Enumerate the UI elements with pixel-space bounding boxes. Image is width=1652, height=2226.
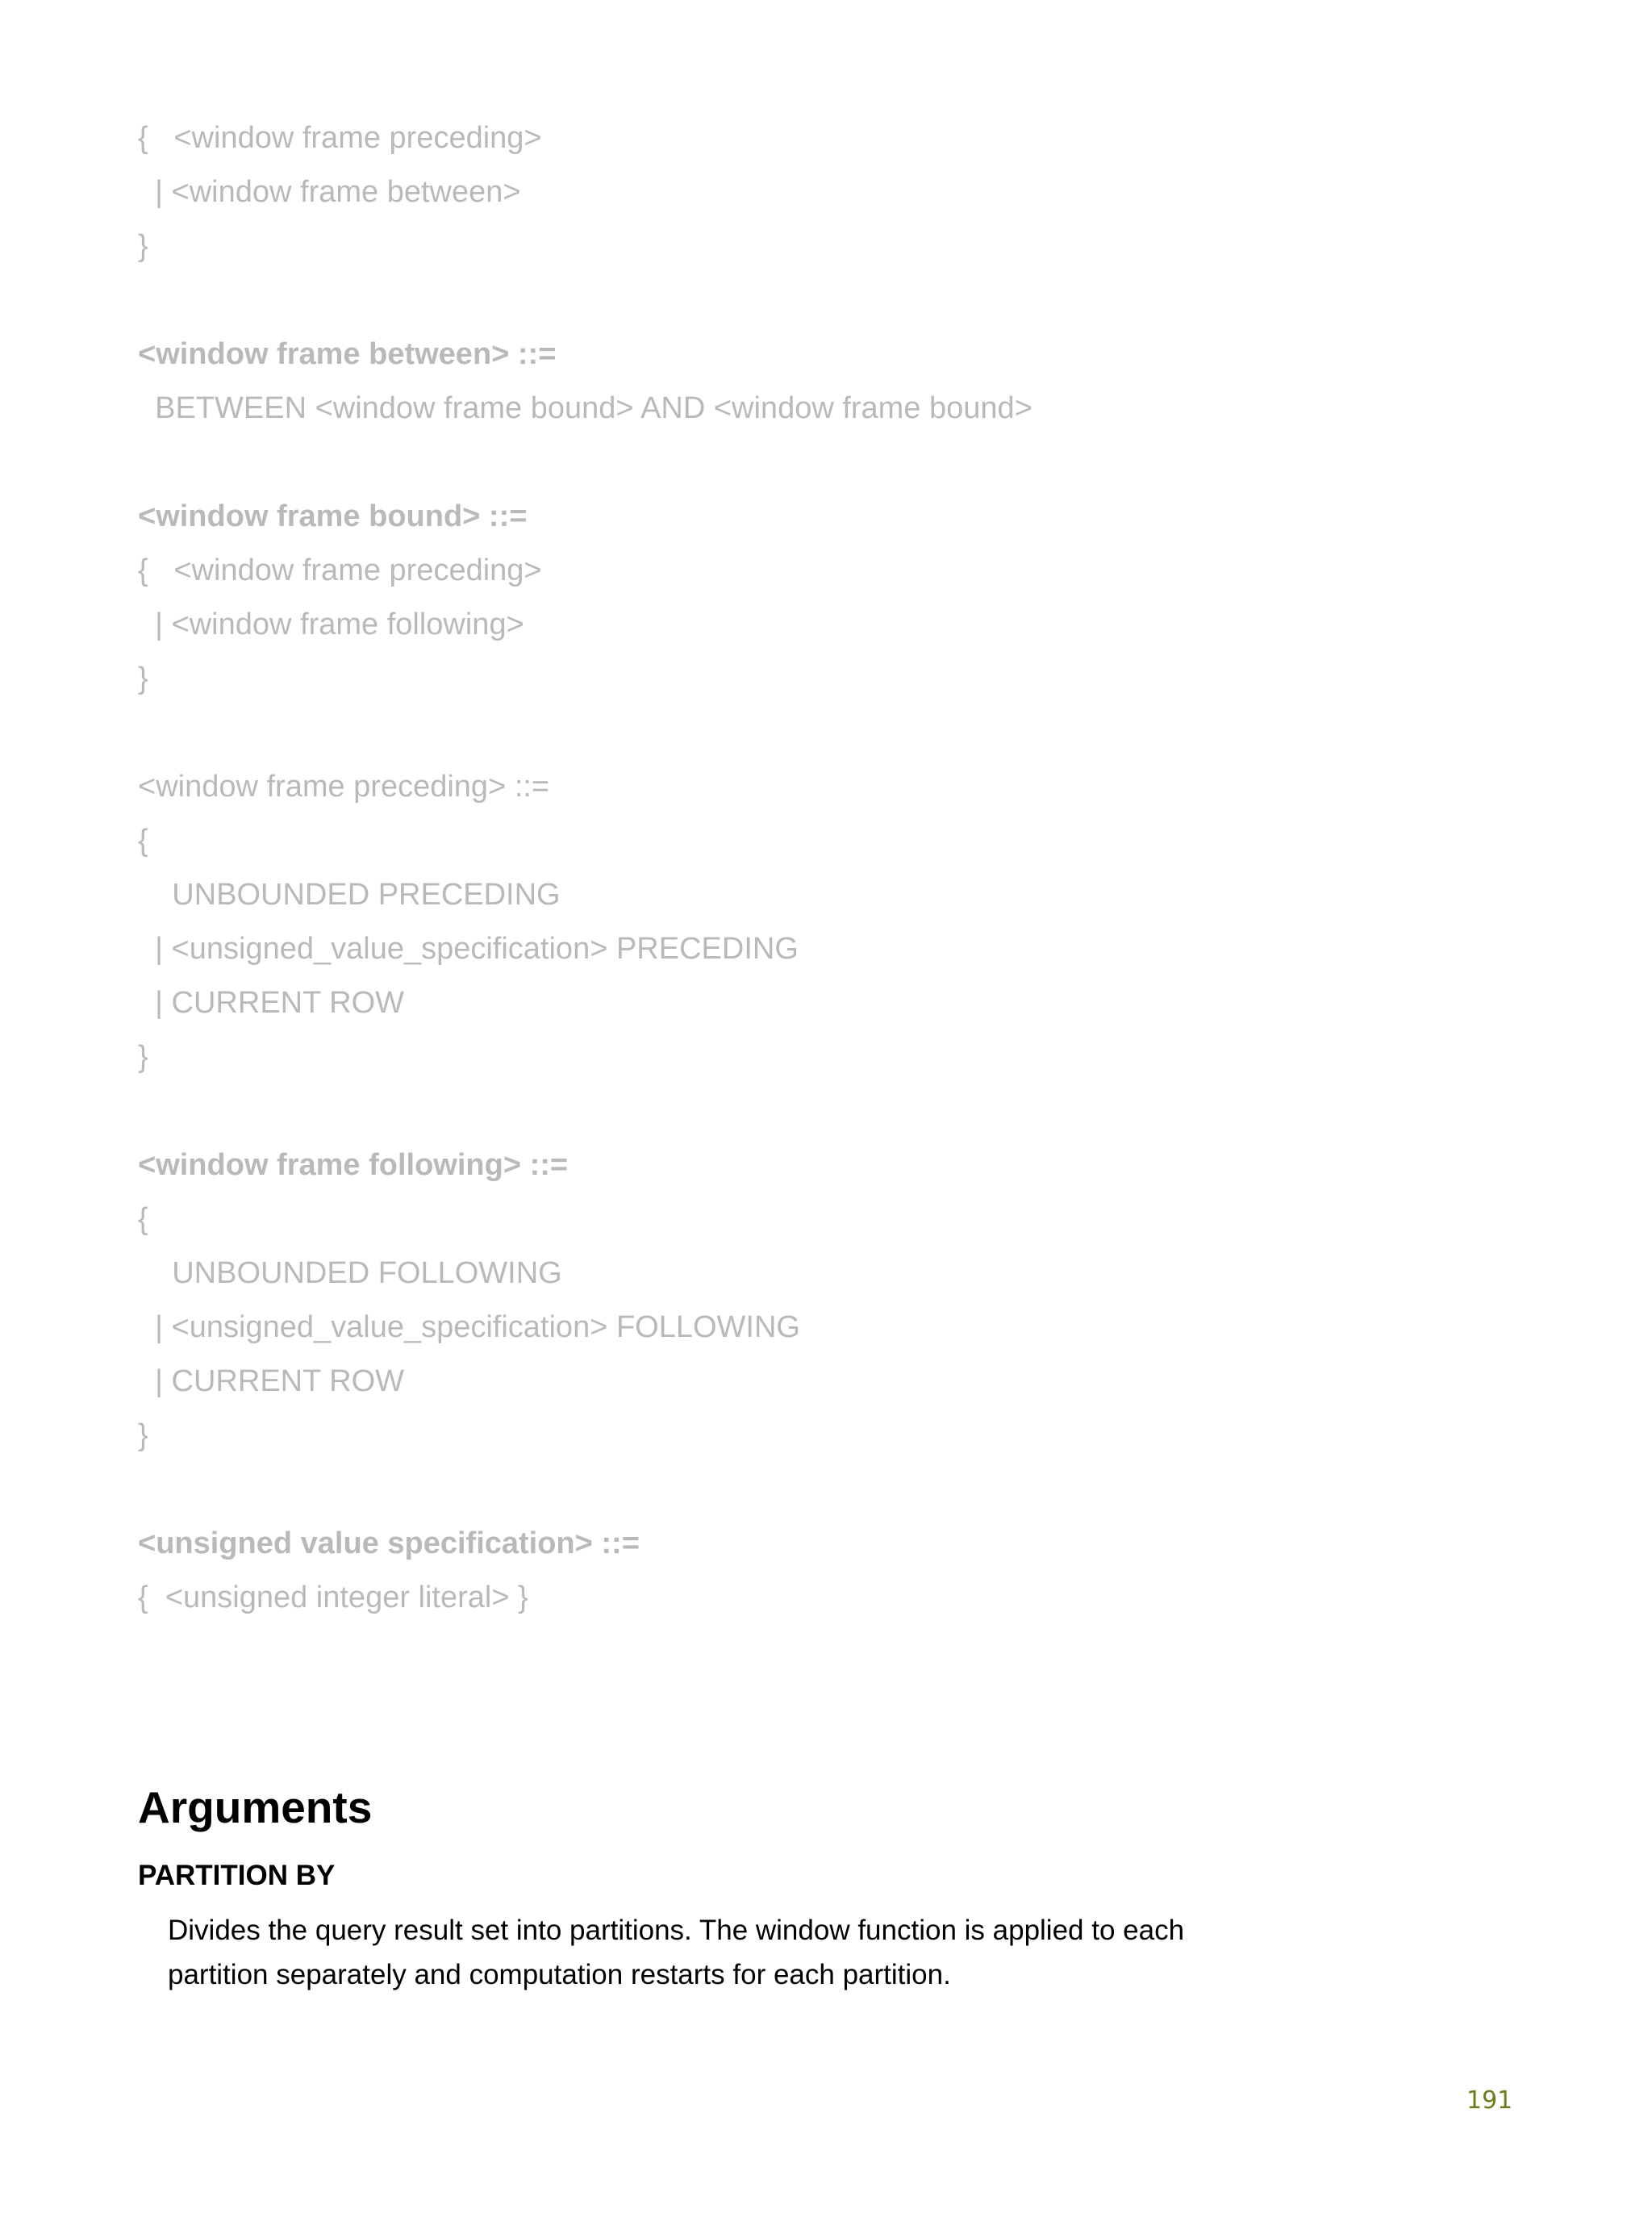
code-rule-heading: <unsigned value specification> ::=	[138, 1526, 640, 1560]
code-line-blank	[138, 712, 1509, 766]
code-line: | <unsigned_value_specification> FOLLOWING	[138, 1310, 800, 1344]
code-line: | <window frame between>	[138, 175, 521, 209]
code-line-blank	[138, 1469, 1509, 1523]
code-line: UNBOUNDED PRECEDING	[138, 878, 561, 912]
code-line: | <unsigned_value_specification> PRECEDING	[138, 932, 799, 966]
code-line: | CURRENT ROW	[138, 986, 405, 1020]
code-line: | CURRENT ROW	[138, 1364, 405, 1398]
description-line: partition separately and computation restarts for each partition.	[168, 1959, 951, 1990]
code-line-blank	[138, 442, 1509, 496]
code-line: { <window frame preceding>	[138, 553, 542, 587]
code-rule-heading: <window frame preceding> ::=	[138, 770, 550, 804]
code-rule-heading: <window frame between> ::=	[138, 337, 557, 371]
description-line: Divides the query result set into partitions. The window function is applied to each	[168, 1915, 1185, 1946]
page-number: 191	[1466, 2086, 1513, 2115]
code-line: }	[138, 229, 148, 263]
code-line: { <unsigned integer literal> }	[138, 1581, 528, 1614]
code-line: {	[138, 824, 148, 858]
code-line: | <window frame following>	[138, 608, 524, 641]
code-rule-heading: <window frame following> ::=	[138, 1148, 569, 1182]
code-line: }	[138, 1418, 148, 1452]
code-line: }	[138, 662, 148, 695]
code-rule-heading: <window frame bound> ::=	[138, 499, 528, 533]
arguments-heading: Arguments	[138, 1782, 373, 1832]
code-line: { <window frame preceding>	[138, 121, 542, 155]
code-line: UNBOUNDED FOLLOWING	[138, 1256, 562, 1290]
partition-by-description	[168, 1908, 1378, 1997]
partition-by-term: PARTITION BY	[138, 1860, 336, 1891]
code-line-blank	[138, 280, 1509, 334]
code-line: BETWEEN <window frame bound> AND <window frame bound>	[138, 391, 1032, 425]
code-line-blank	[138, 1091, 1509, 1145]
code-line: {	[138, 1202, 148, 1236]
code-line: }	[138, 1040, 148, 1074]
syntax-code-block	[138, 118, 1509, 1631]
